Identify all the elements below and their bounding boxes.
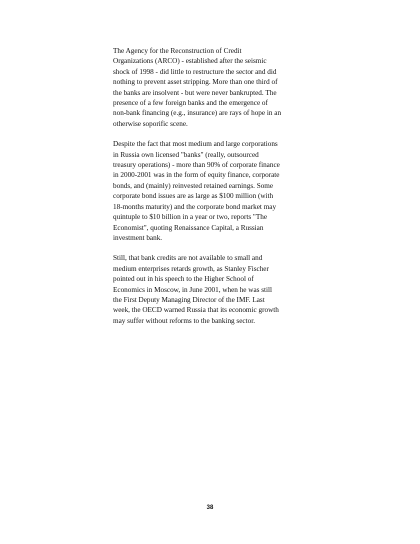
paragraph-bank-credits: Still, that bank credits are not available to small and medium enterprises retards growth, as Stanley Fischer pointed out in his speech to the Higher School of Economics in Moscow, in June 2001, when he was still the First Deputy Managing Director of the IMF. Last week, the OECD warned Russia that its economic growth may suffer without reforms to the banking sector.: [113, 254, 279, 325]
paragraph-arco: The Agency for the Reconstruction of Credit Organizations (ARCO) - established after the seismic shock of 1998 - did little to restructure the sector and did nothing to prevent asset stripping. More than one third of the banks are insolvent - but were never bankrupted. The presence of a few foreign banks and the emergence of non-bank financing (e.g., insurance) are rays of hope in an otherwise soporific scene.: [113, 47, 282, 128]
paragraph-corporate-finance: Despite the fact that most medium and large corporations in Russia own licensed "banks" (really, outsourced treasury operations) - more than 90% of corporate finance in 2000-2001 was in the form of equity finance, corporate bonds, and (mainly) reinvested retained earnings. Some corporate bond issues are as large as $100 million (with 18-months maturity) and the corporate bond market may quintuple to $10 billion in a year or two, reports "The Economist", quoting Renaissance Capital, a Russian investment bank.: [113, 140, 280, 242]
body-text: [113, 46, 341, 336]
page-number: 38: [206, 505, 214, 511]
